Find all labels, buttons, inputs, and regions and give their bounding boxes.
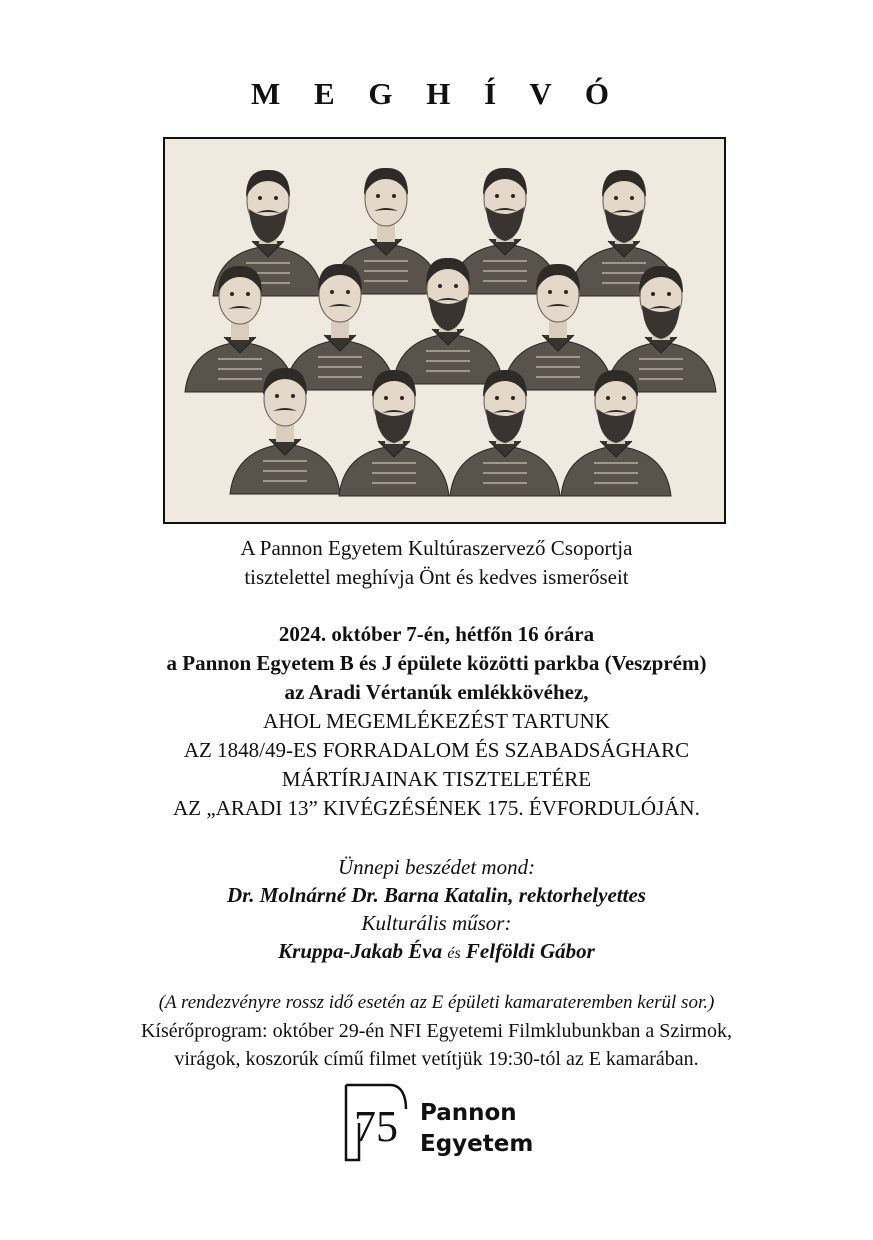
event-caps-line: AZ „ARADI 13” KIVÉGZÉSÉNEK 175. ÉVFORDULÓJÁN. bbox=[173, 796, 700, 820]
performers bbox=[0, 937, 873, 968]
event-location: a Pannon Egyetem B és J épülete közötti parkba (Veszprém) bbox=[166, 651, 707, 675]
logo-number: 75 bbox=[354, 1102, 398, 1151]
weather-note: (A rendezvényre rossz idő esetén az E épületi kamarateremben kerül sor.) bbox=[158, 992, 715, 1013]
event-caps-line: AZ 1848/49-ES FORRADALOM ÉS SZABADSÁGHARC bbox=[183, 738, 690, 762]
event-date: 2024. október 7-én, hétfőn 16 órára bbox=[278, 622, 595, 646]
intro-text bbox=[0, 534, 873, 592]
speaker-name: Dr. Molnárné Dr. Barna Katalin, rektorhelyettes bbox=[227, 883, 646, 907]
intro-line: tisztelettel meghívja Önt és kedves ismerőseit bbox=[244, 565, 629, 589]
logo-line: Egyetem bbox=[420, 1131, 534, 1157]
logo-text bbox=[420, 1098, 533, 1160]
and-word: és bbox=[447, 945, 461, 962]
logo-line: Pannon bbox=[420, 1100, 517, 1126]
portrait-collage bbox=[163, 137, 726, 524]
event-memorial: az Aradi Vértanúk emlékkövéhez, bbox=[284, 680, 589, 704]
side-program-line: virágok, koszorúk című filmet vetítjük 19:30-tól az E kamarában. bbox=[174, 1048, 699, 1070]
side-program-line: Kísérőprogram: október 29-én NFI Egyetemi Filmklubunkban a Szirmok, bbox=[140, 1020, 732, 1042]
event-caps-line: MÁRTÍRJAINAK TISZTELETÉRE bbox=[281, 767, 592, 791]
program-section bbox=[0, 853, 873, 968]
page-title: M E G H Í V Ó bbox=[250, 76, 623, 111]
performer-name: Kruppa-Jakab Éva bbox=[278, 939, 443, 963]
performer-name: Felföldi Gábor bbox=[465, 939, 595, 963]
culture-label: Kulturális műsor: bbox=[361, 911, 512, 935]
event-details bbox=[0, 620, 873, 823]
intro-line: A Pannon Egyetem Kultúraszervező Csoportja bbox=[240, 536, 633, 560]
speech-label: Ünnepi beszédet mond: bbox=[337, 855, 536, 879]
extra-info bbox=[0, 989, 873, 1073]
portraits-illustration bbox=[165, 139, 724, 522]
event-caps-line: AHOL MEGEMLÉKEZÉST TARTUNK bbox=[263, 709, 610, 733]
